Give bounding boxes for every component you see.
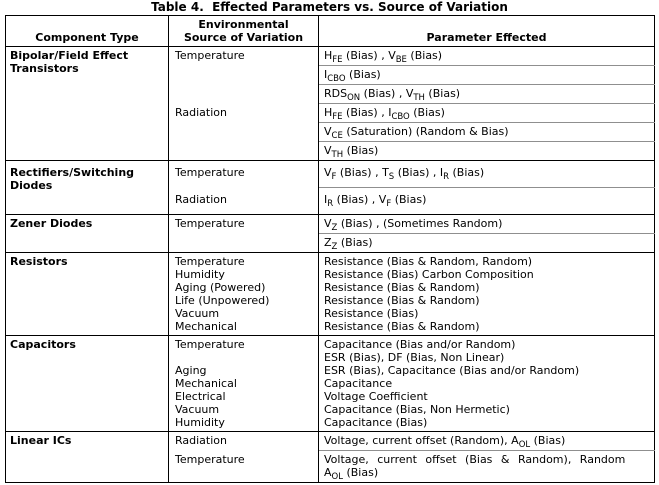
group-zener-diodes [6,215,655,253]
component-type-header: Component Type [6,16,169,47]
table-row [6,253,655,269]
table-row [6,336,655,352]
parameter-effected-cell: $I_R$ (Bias) , $V_F$ (Bias) [324,193,427,210]
parameter-effected-cell: $H_{FE}$ (Bias) , $I_{CBO}$ (Bias) [319,104,655,123]
parameter-effected-cell: Voltage, current offset (Bias & Random), Random [324,453,626,466]
group-rectifiers [6,161,655,215]
header-row [6,16,655,47]
source-of-variation-cell [169,466,319,483]
group-linear-ics [6,432,655,483]
parameter-effected-header: Parameter Effected [426,31,547,44]
group-transistors [6,47,655,161]
parameter-effected-cell: Resistance (Bias & Random) [324,320,480,333]
source-of-variation-cell [169,85,319,104]
source-of-variation-cell [169,123,319,142]
source-of-variation-cell: Vacuum [169,307,319,320]
parameter-effected-cell: Resistance (Bias & Random) [324,281,480,294]
source-of-variation-cell: Radiation [169,432,319,451]
source-of-variation-cell [169,351,319,364]
parameter-effected-cell: $V_Z$ (Bias) , (Sometimes Random) [319,215,655,234]
table-title: Table 4. Effected Parameters vs. Source of Variation [151,0,508,14]
component-type-cell: Bipolar/Field Effect Transistors [6,47,169,161]
parameter-effected-cell: Resistance (Bias & Random, Random) [319,253,655,269]
source-of-variation-cell: Temperature [169,161,319,188]
source-of-variation-cell: Life (Unpowered) [169,294,319,307]
parameter-effected-cell: $RDS_{ON}$ (Bias) , $V_{TH}$ (Bias) [319,85,655,104]
source-of-variation-cell [169,66,319,85]
parameter-effected-cell: $I_{CBO}$ (Bias) [319,66,655,85]
source-of-variation-cell: Humidity [169,268,319,281]
effected-parameters-table [5,15,655,483]
parameter-effected-cell: Resistance (Bias) [324,307,419,320]
parameter-effected-cell: Capacitance [324,377,393,390]
component-type-cell: Zener Diodes [6,215,169,253]
parameter-effected-cell: Voltage Coefficient [324,390,428,403]
header-line-source-of-variation: Source of Variation [183,31,304,44]
source-of-variation-cell: Aging (Powered) [169,281,319,294]
source-of-variation-cell: Temperature [169,253,319,269]
source-of-variation-cell: Electrical [169,390,319,403]
parameter-effected-cell: Capacitance (Bias, Non Hermetic) [324,403,510,416]
parameter-effected-cell: Capacitance (Bias) [324,416,428,429]
source-of-variation-cell: Temperature [169,451,319,467]
source-of-variation-cell: Temperature [169,336,319,352]
parameter-effected-cell: Voltage, current offset (Random), $A_{OL}$ (Bias) [319,432,655,451]
parameter-effected-cell: $V_F$ (Bias) , $T_S$ (Bias) , $I_R$ (Bias) [319,161,655,188]
parameter-effected-cell: ESR (Bias), Capacitance (Bias and/or Random) [324,364,580,377]
source-of-variation-cell: Humidity [169,416,319,432]
source-of-variation-cell: Radiation [169,104,319,123]
source-of-variation-cell [169,142,319,161]
component-type-cell: Rectifiers/Switching Diodes [6,161,169,215]
source-of-variation-cell: Temperature [169,215,319,234]
group-capacitors [6,336,655,432]
parameter-effected-cell: Capacitance (Bias and/or Random) [319,336,655,352]
table-row [6,432,655,451]
component-type-cell: Linear ICs [6,432,169,483]
parameter-effected-cell: $A_{OL}$ (Bias) [324,466,379,483]
parameter-effected-cell: $Z_Z$ (Bias) [324,236,373,253]
parameter-effected-cell: $V_{TH}$ (Bias) [324,144,379,161]
source-of-variation-cell: Temperature [169,47,319,66]
source-of-variation-header [169,16,319,47]
source-of-variation-cell: Aging [169,364,319,377]
source-of-variation-cell: Radiation [169,188,319,215]
component-type-cell: Resistors [6,253,169,336]
component-type-cell: Capacitors [6,336,169,432]
parameter-effected-cell: $V_{CE}$ (Saturation) (Random & Bias) [319,123,655,142]
parameter-effected-cell: Resistance (Bias & Random) [324,294,480,307]
parameter-effected-cell: ESR (Bias), DF (Bias, Non Linear) [324,351,505,364]
group-resistors [6,253,655,336]
table-row [6,47,655,66]
source-of-variation-cell: Vacuum [169,403,319,416]
header-line-environmental: Environmental [198,18,289,31]
source-of-variation-cell: Mechanical [169,377,319,390]
table-row [6,215,655,234]
source-of-variation-cell: Mechanical [169,320,319,336]
parameter-effected-cell: Resistance (Bias) Carbon Composition [324,268,534,281]
parameter-effected-cell: $H_{FE}$ (Bias) , $V_{BE}$ (Bias) [319,47,655,66]
source-of-variation-cell [169,234,319,253]
table-row [6,161,655,188]
